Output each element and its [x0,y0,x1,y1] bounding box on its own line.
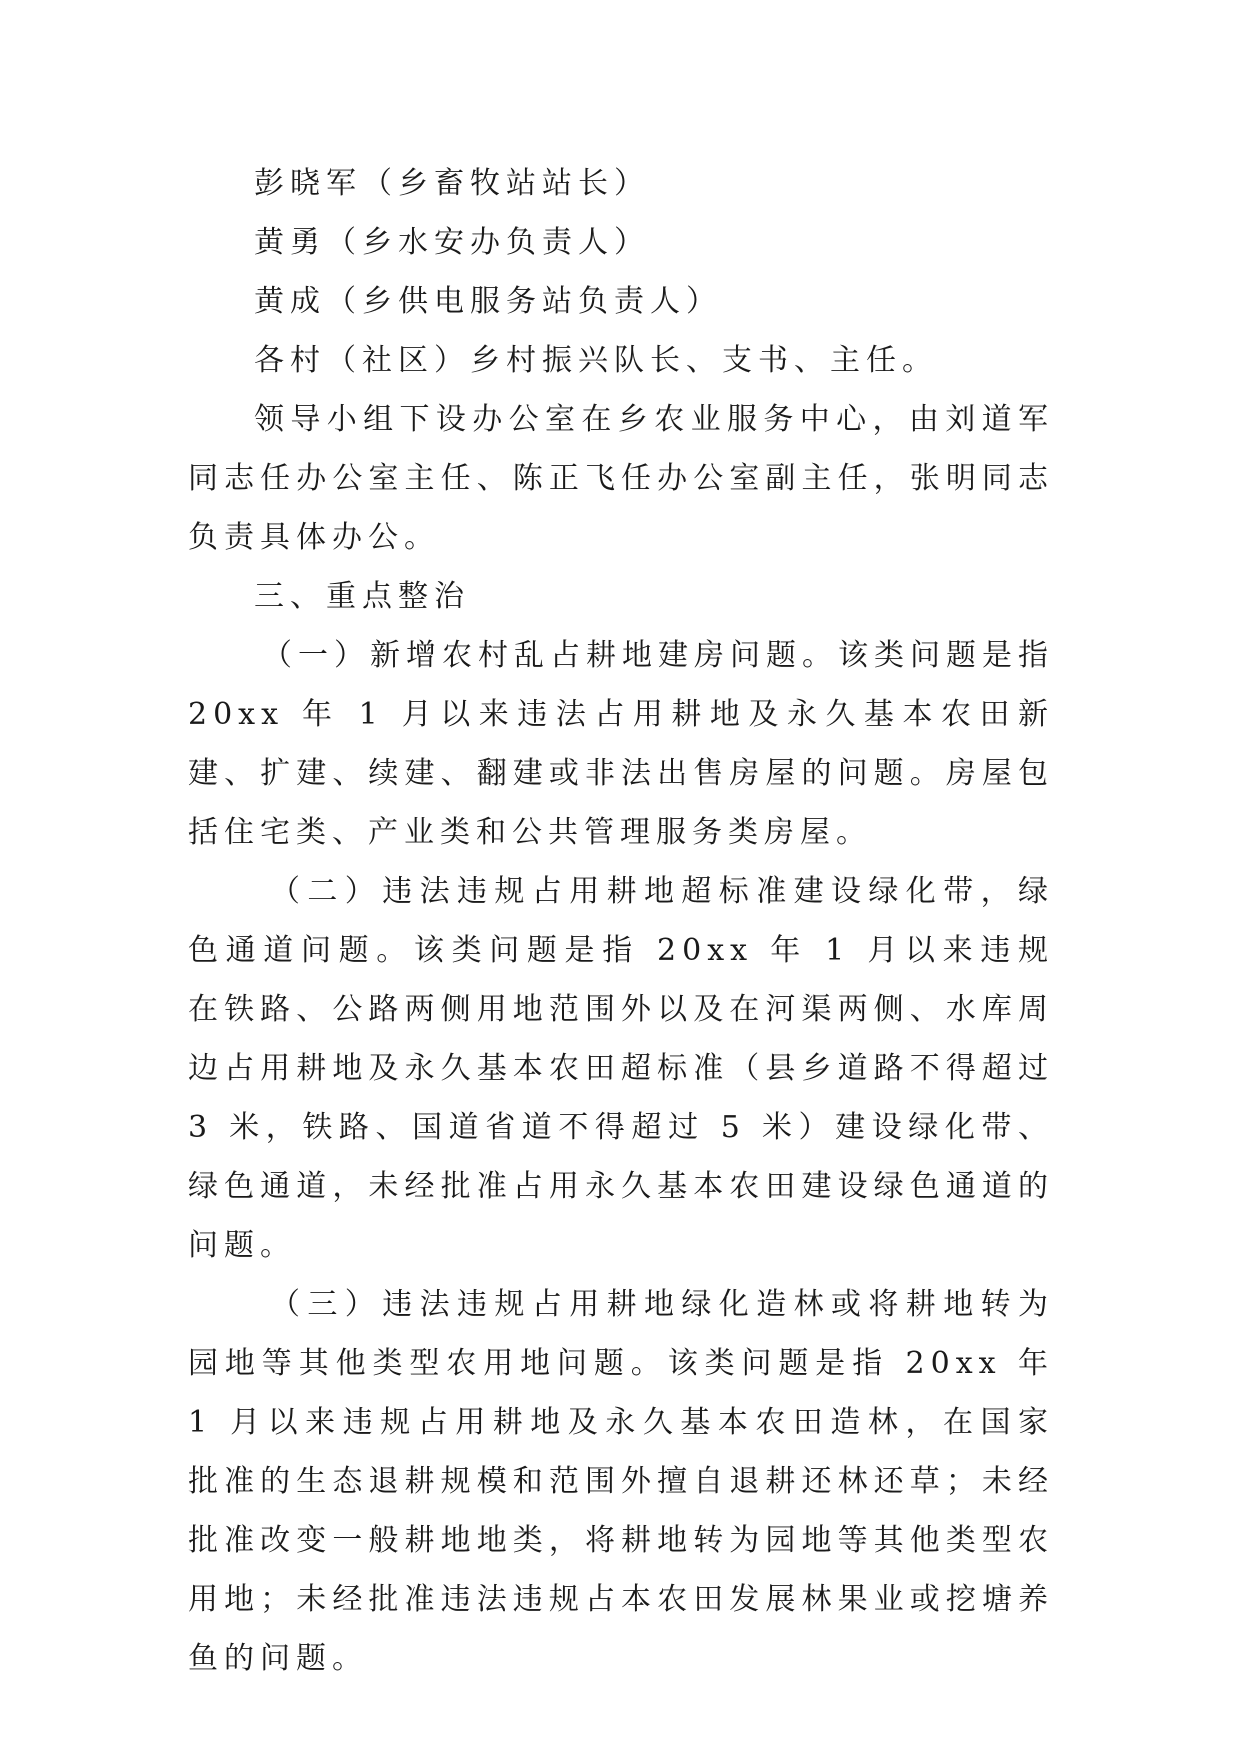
section-heading-key-rectification: 三、重点整治 [254,579,470,614]
item-one-paragraph: （一）新增农村乱占耕地建房问题。该类问题是指 20xx 年 1 月以来违法占用耕地及永久基本农田新建、扩建、续建、翻建或非法出售房屋的问题。房屋包括住宅类、产业类和公共管理服务类房屋。 [188,638,1054,850]
member-line-huang-yong: 黄勇（乡水安办负责人） [254,225,650,260]
member-line-peng: 彭晓军（乡畜牧站站长） [254,166,650,201]
document-body [188,154,1054,1688]
office-paragraph: 领导小组下设办公室在乡农业服务中心，由刘道军同志任办公室主任、陈正飞任办公室副主任，张明同志负责具体办公。 [188,402,1054,555]
member-line-villages: 各村（社区）乡村振兴队长、支书、主任。 [254,343,938,378]
member-line-huang-cheng: 黄成（乡供电服务站负责人） [254,284,722,319]
item-three-paragraph: （三）违法违规占用耕地绿化造林或将耕地转为园地等其他类型农用地问题。该类问题是指 20xx 年 1 月以来违规占用耕地及永久基本农田造林，在国家批准的生态退耕规模和范围外擅自退耕还林还草；未经批准改变一般耕地地类，将耕地转为园地等其他类型农用地；未经批准违法违规占本农田发展林果业或挖塘养鱼的问题。 [188,1287,1054,1676]
item-two-paragraph: （二）违法违规占用耕地超标准建设绿化带，绿色通道问题。该类问题是指 20xx 年 1 月以来违规在铁路、公路两侧用地范围外以及在河渠两侧、水库周边占用耕地及永久基本农田超标准（县乡道路不得超过 3 米，铁路、国道省道不得超过 5 米）建设绿化带、绿色通道，未经批准占用永久基本农田建设绿色通道的问题。 [188,874,1054,1263]
